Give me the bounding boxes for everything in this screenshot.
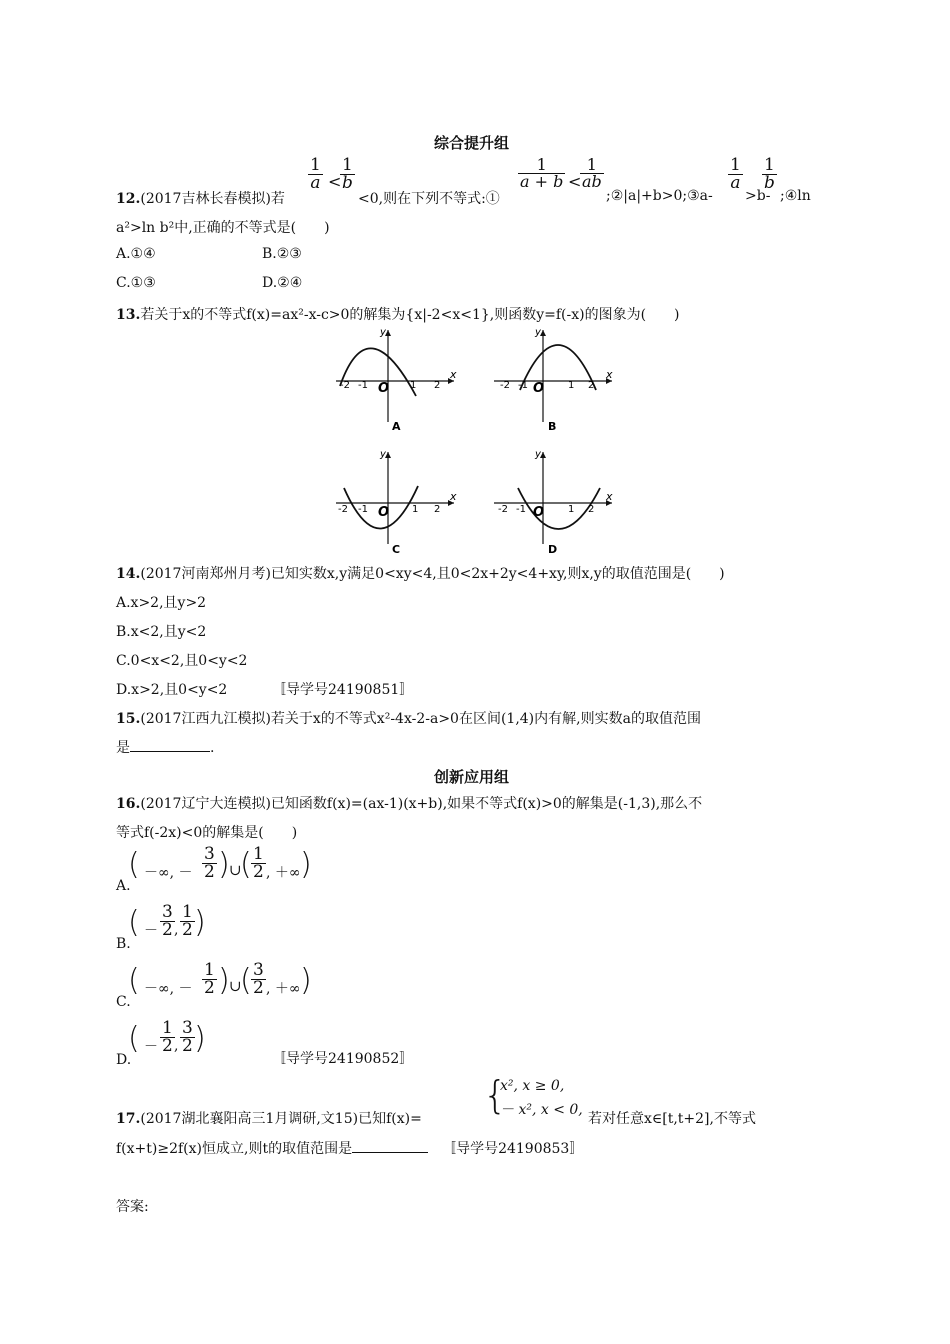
interval-text: , ＋∞ xyxy=(266,865,301,881)
section-title-comprehensive: 综合提升组 xyxy=(434,134,510,152)
option-b: B.x<2,且y<2 xyxy=(116,624,207,640)
option-c: C.①③ xyxy=(116,275,156,291)
paren-close: ) xyxy=(218,963,230,998)
tick-p2: 2 xyxy=(434,504,441,515)
guide-ref: 〚导学号24190853〛 xyxy=(442,1141,584,1157)
fraction: $\frac{1}{2}$ xyxy=(253,844,264,882)
fraction-1-over-b-2: $\frac{1}{b}$ xyxy=(764,155,775,193)
paren-open: ( xyxy=(128,847,140,882)
option-b: B.②③ xyxy=(262,246,302,262)
paren-close: ) xyxy=(300,847,312,882)
interval-text: －∞, － xyxy=(144,865,193,881)
option-d: D.②④ xyxy=(262,275,303,291)
tick-m1: -1 xyxy=(518,380,528,391)
option-a: A.①④ xyxy=(116,246,156,262)
question-number: 17. xyxy=(116,1111,141,1127)
piecewise-case-1: x², x ≥ 0, xyxy=(500,1078,565,1094)
tick-p1: 1 xyxy=(410,380,417,391)
y-label: y xyxy=(535,449,541,460)
comma: , xyxy=(174,1038,179,1054)
tick-m1: -1 xyxy=(358,504,368,515)
fraction: $\frac{1}{2}$ xyxy=(182,902,193,940)
question-number: 16. xyxy=(116,796,141,812)
paren-close: ) xyxy=(194,905,206,940)
question-text: 若关于x的不等式f(x)=ax²-x-c>0的解集为{x|-2<x<1},则函数y=f(-x)的图象为( ) xyxy=(140,307,680,323)
union-sign: ∪ xyxy=(229,977,242,995)
interval-text: － xyxy=(144,923,158,939)
question-text-line2: f(x+t)≥2f(x)恒成立,则t的取值范围是 xyxy=(116,1141,353,1157)
question-number: 12. xyxy=(116,191,141,207)
fraction-1-over-b: $\frac{1}{b}$ xyxy=(342,155,353,193)
interval-text: －∞, － xyxy=(144,981,193,997)
tick-p1: 1 xyxy=(568,380,575,391)
tick-p1: 1 xyxy=(568,504,575,515)
piecewise-brace: { xyxy=(483,1073,508,1117)
y-label: y xyxy=(380,449,386,460)
question-text-line2: 是 xyxy=(116,740,130,756)
option-d: D.x>2,且0<y<2 xyxy=(116,682,228,698)
graph-label: B xyxy=(548,420,557,433)
question-text-4: ;④ln xyxy=(780,188,811,204)
paren-open: ( xyxy=(240,963,252,998)
paren-open: ( xyxy=(240,847,252,882)
tick-m2: -2 xyxy=(500,380,510,391)
tick-m2: -2 xyxy=(340,380,350,391)
y-label: y xyxy=(535,327,541,338)
paren-close: ) xyxy=(194,1021,206,1056)
question-text: (2017辽宁大连模拟)已知函数f(x)=(ax-1)(x+b),如果不等式f(x)>0的解集是(-1,3),那么不 xyxy=(140,796,703,812)
option-a: A.x>2,且y>2 xyxy=(116,595,207,611)
fraction-1-over-ab: $\frac{1}{ab}$ xyxy=(582,155,602,191)
parabola-curve xyxy=(520,345,596,390)
graph-c xyxy=(330,446,460,558)
fraction: $\frac{3}{2}$ xyxy=(204,844,215,882)
interval-text: , ＋∞ xyxy=(266,981,301,997)
question-text-line2: 等式f(-2x)<0的解集是( ) xyxy=(116,825,298,841)
question-source: (2017吉林长春模拟)若 xyxy=(140,191,285,207)
question-text: (2017湖北襄阳高三1月调研,文15)已知f(x)= xyxy=(140,1111,422,1127)
tick-m2: -2 xyxy=(498,504,508,515)
tick-m1: -1 xyxy=(358,380,368,391)
question-text-3: >b- xyxy=(745,188,771,204)
origin-label: O xyxy=(378,381,390,396)
tick-m2: -2 xyxy=(338,504,348,515)
option-d-label: D. xyxy=(116,1052,132,1068)
tick-p2: 2 xyxy=(588,504,595,515)
comma: , xyxy=(174,922,179,938)
fraction: $\frac{3}{2}$ xyxy=(182,1018,193,1056)
paren-close: ) xyxy=(300,963,312,998)
question-text-2: ;②|a|+b>0;③a- xyxy=(606,188,713,204)
question-text: (2017河南郑州月考)已知实数x,y满足0<xy<4,且0<2x+2y<4+xy,则x,y的取值范围是( ) xyxy=(140,566,725,582)
fraction-1-over-a-plus-b: $\frac{1}{a + b}$ xyxy=(520,155,564,191)
question-end: . xyxy=(210,740,215,756)
question-text-line2: a²>ln b²中,正确的不等式是( ) xyxy=(116,220,330,236)
fraction: $\frac{3}{2}$ xyxy=(162,902,173,940)
paren-close: ) xyxy=(218,847,230,882)
option-a-label: A. xyxy=(116,878,131,894)
fraction: $\frac{3}{2}$ xyxy=(253,960,264,998)
origin-label: O xyxy=(378,505,390,520)
tick-m1: -1 xyxy=(516,504,526,515)
paren-open: ( xyxy=(128,905,140,940)
tick-p2: 2 xyxy=(588,380,595,391)
piecewise-case-2: － x², x < 0, xyxy=(500,1102,583,1118)
x-label: x xyxy=(606,368,613,381)
question-number: 15. xyxy=(116,711,141,727)
union-sign: ∪ xyxy=(229,861,242,879)
x-label: x xyxy=(450,490,457,503)
graph-d xyxy=(488,446,618,558)
origin-label: O xyxy=(533,381,545,396)
answer-label: 答案: xyxy=(116,1199,149,1215)
x-label: x xyxy=(450,368,457,381)
graph-label: A xyxy=(392,420,401,433)
tick-p2: 2 xyxy=(434,380,441,391)
answer-blank[interactable] xyxy=(130,739,210,752)
option-c-label: C. xyxy=(116,994,131,1010)
section-title-innovative: 创新应用组 xyxy=(434,768,510,786)
tick-p1: 1 xyxy=(412,504,419,515)
graph-b xyxy=(488,324,618,436)
y-label: y xyxy=(380,327,386,338)
fraction-1-over-a-2: $\frac{1}{a}$ xyxy=(730,155,741,193)
guide-ref: 〚导学号24190852〛 xyxy=(272,1051,414,1067)
less-than-sign-2: < xyxy=(568,172,582,191)
fraction: $\frac{1}{2}$ xyxy=(204,960,215,998)
question-number: 14. xyxy=(116,566,141,582)
fraction: $\frac{1}{2}$ xyxy=(162,1018,173,1056)
option-c: C.0<x<2,且0<y<2 xyxy=(116,653,248,669)
x-label: x xyxy=(606,490,613,503)
graph-a xyxy=(330,324,460,436)
question-text: (2017江西九江模拟)若关于x的不等式x²-4x-2-a>0在区间(1,4)内有解,则实数a的取值范围 xyxy=(140,711,701,727)
guide-ref: 〚导学号24190851〛 xyxy=(272,682,414,698)
question-text: <0,则在下列不等式:① xyxy=(358,191,500,207)
paren-open: ( xyxy=(128,1021,140,1056)
graph-label: C xyxy=(392,543,401,556)
less-than-sign: < xyxy=(328,172,342,191)
answer-blank[interactable] xyxy=(352,1140,428,1153)
graph-label: D xyxy=(548,543,558,556)
question-number: 13. xyxy=(116,307,141,323)
fraction-1-over-a: $\frac{1}{a}$ xyxy=(310,155,321,193)
interval-text: － xyxy=(144,1039,158,1055)
option-b-label: B. xyxy=(116,936,131,952)
question-text-2: 若对任意x∈[t,t+2],不等式 xyxy=(588,1111,756,1127)
paren-open: ( xyxy=(128,963,140,998)
origin-label: O xyxy=(533,505,545,520)
